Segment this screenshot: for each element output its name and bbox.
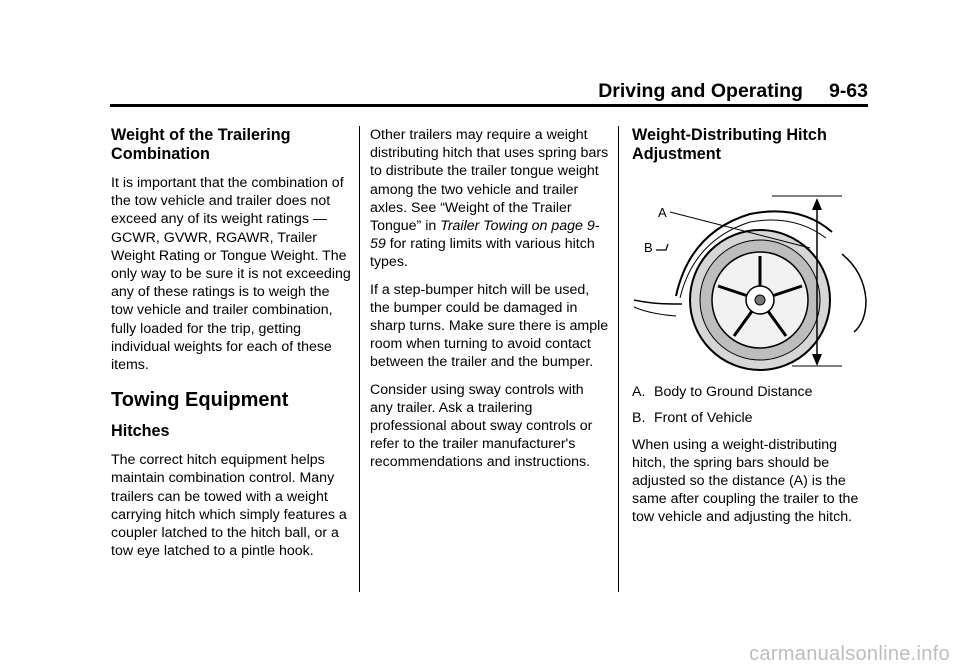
paragraph-weight-combination: It is important that the combination of the tow vehicle and trailer does not exceed any of its weight ratings — GCWR, GVWR, RGAWR, Trailer Weight Rating or Tongue Weight. The only way to be sure it is not exceeding any of these ratings is to weigh the tow vehicle and trailer combination, fully loaded for the trip, getting individual weights for each of these items. [111, 175, 351, 374]
column-divider-2 [618, 126, 619, 592]
paragraph-hitches: The correct hitch equipment helps maintain combination control. Many trailers can be towed with a weight carrying hitch which simply features a coupler latched to the hitch ball, or a tow eye latched to a pintle hook. [111, 452, 347, 560]
wheel-diagram [632, 192, 870, 372]
heading-hitch-adjustment: Weight-Distributing Hitch Adjustment [632, 126, 827, 163]
caption-b: B. Front of Vehicle [632, 410, 753, 427]
cross-reference-link[interactable]: Trailer Towing on page 9-59 [370, 218, 600, 253]
heading-weight-combination: Weight of the Trailering Combination [111, 126, 291, 163]
paragraph-step-bumper: If a step-bumper hitch will be used, the bumper could be damaged in sharp turns. Make sure there is ample room when turning to avoid contact between the trailer and the bumper. [370, 281, 609, 371]
page-header [598, 80, 868, 103]
section-title: Driving and Operating [598, 80, 803, 102]
column-3 [632, 126, 868, 536]
diagram-label-b: B [644, 240, 653, 255]
column-1 [111, 126, 351, 569]
heading-towing-equipment: Towing Equipment [111, 389, 289, 412]
watermark: carmanualsonline.info [749, 643, 950, 665]
page-number: 9-63 [828, 80, 868, 102]
paragraph-hitch-adjustment: When using a weight-distributing hitch, the spring bars should be adjusted so the distance (A) is the same after coupling the trailer to the tow vehicle and adjusting the hitch. [632, 436, 859, 526]
paragraph-sway-controls: Consider using sway controls with any trailer. Ask a trailering professional about sway controls or refer to the trailer manufacturer's recommendations and instructions. [370, 381, 593, 471]
diagram-label-a: A [658, 205, 667, 220]
caption-a: A. Body to Ground Distance [632, 384, 813, 401]
paragraph-weight-distributing: Other trailers may require a weight distributing hitch that uses spring bars to distribute the trailer tongue weight among the two vehicle and trailer axles. See “Weight of the Trailer Tongue” in Trailer Towing on page 9-59 for rating limits with various hitch types. [370, 127, 609, 271]
header-rule [110, 104, 868, 107]
column-divider-1 [359, 126, 360, 592]
front-direction-icon [656, 244, 668, 250]
column-2 [370, 126, 610, 481]
heading-hitches: Hitches [111, 422, 170, 441]
